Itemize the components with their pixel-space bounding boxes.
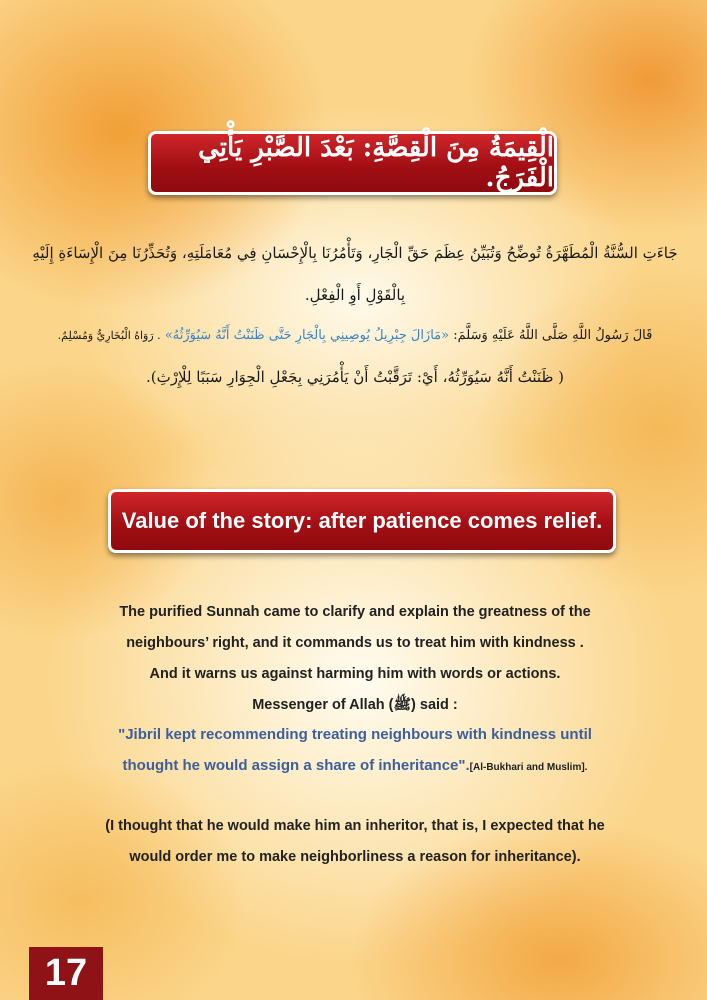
english-title-banner [108, 489, 616, 553]
english-quote-text: thought he would assign a share of inheritance". [122, 757, 470, 774]
english-line-3: And it warns us against harming him with words or actions. [149, 666, 561, 682]
english-line-4: Messenger of Allah (ﷺ) said : [252, 697, 458, 713]
arabic-hadith-line [30, 324, 680, 348]
english-quote-line-2 [60, 757, 650, 774]
arabic-explanation: ( ظَنَنْتُ أَنَّهُ سَيُوَرِّثُهُ، أَيْ: تَرَقَّبْتُ أَنْ يَأْمُرَنِي بِجَعْلِ الْجِوَارِ سَبَبًا لِلْإِرْثِ). [145, 368, 565, 386]
page-number: 17 [29, 947, 103, 1000]
english-title: Value of the story: after patience comes relief. [121, 508, 603, 533]
arabic-hadith-quote: «مَازَالَ جِبْرِيلُ يُوصِينِي بِالْجَارِ حَتَّى ظَنَنْتُ أَنَّهُ سَيُوَرِّثُهُ» [164, 328, 450, 343]
arabic-title: الْقِيمَةُ مِنَ الْقِصَّةِ: بَعْدَ الصَّبْرِ يَأْتِي الْفَرَجُ. [198, 133, 554, 193]
english-explanation-line-2: would order me to make neighborliness a reason for inheritance). [129, 849, 581, 865]
english-explanation-line-1: (I thought that he would make him an inheritor, that is, I expected that he [105, 818, 605, 834]
arabic-paragraph: جَاءَتِ السُّنَّةُ الْمُطَهَّرَةُ تُوضِّحُ وَتُبَيِّنُ عِظَمَ حَقِّ الْجَارِ، وَتَأْمُرُنَا بِالْإِحْسَانِ فِي مُعَامَلَتِهِ، وَتُحَذِّرُنَا مِنَ الْإِسَاءَةِ إِلَيْهِ بِالْقَوْلِ أَوِ الْفِعْلِ. [32, 244, 678, 304]
english-quote-reference: [Al-Bukhari and Muslim]. [469, 762, 588, 773]
english-quote-line-1: "Jibril kept recommending treating neighbours with kindness until [118, 726, 592, 743]
arabic-title-banner [148, 131, 557, 195]
english-line-2: neighbours’ right, and it commands us to treat him with kindness . [126, 635, 584, 651]
arabic-hadith-reference: . رَوَاهُ الْبُخَارِيُّ وَمُسْلِمٌ. [57, 329, 161, 342]
english-line-1: The purified Sunnah came to clarify and explain the greatness of the [119, 604, 591, 620]
arabic-hadith-intro: قَالَ رَسُولُ اللَّهِ صَلَّى اللَّهُ عَلَيْهِ وَسَلَّمَ: [453, 328, 653, 343]
